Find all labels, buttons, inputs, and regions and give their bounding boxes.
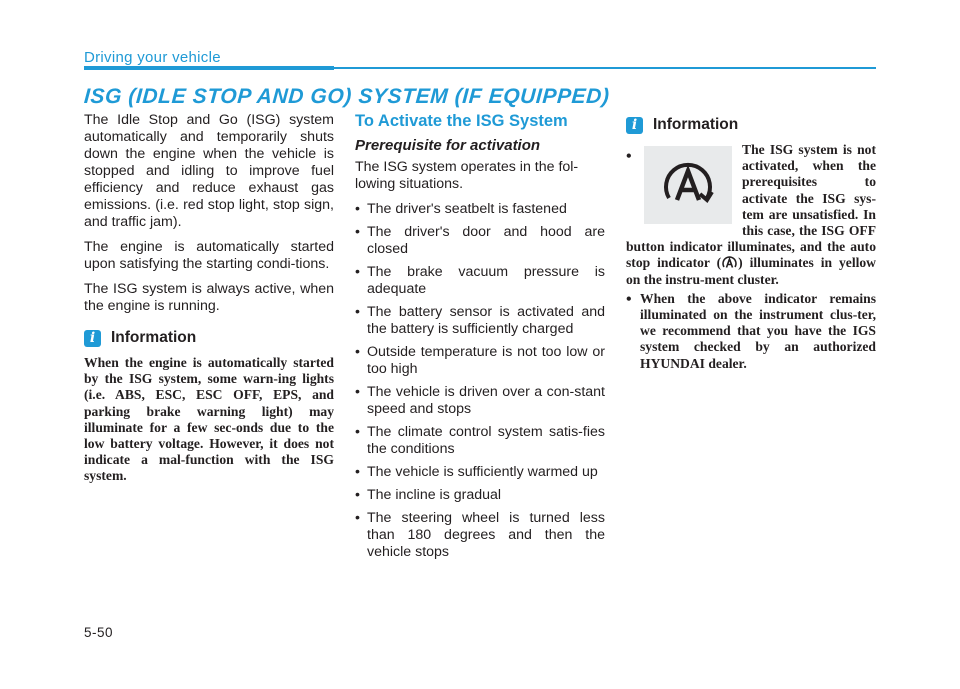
active-paragraph: The ISG system is always active, when the engine is running. — [84, 281, 334, 314]
list-item: • The steering wheel is turned less than 180 degrees and then the vehicle stops — [355, 510, 605, 561]
list-item: • Outside temperature is not too low or too high — [355, 344, 605, 378]
start-paragraph: The engine is automatically started upon satisfying the starting condi-tions. — [84, 239, 334, 272]
list-item: • The climate control system satis-fies the conditions — [355, 424, 605, 458]
list-item: • The vehicle is driven over a con-stant speed and stops — [355, 384, 605, 418]
list-item: • The driver's door and hood are closed — [355, 224, 605, 258]
conditions-intro: The ISG system operates in the fol-lowing situations. — [355, 159, 579, 192]
note-1-text: The ISG system is not activated, when the prerequisites to activate the ISG sys-tem are unsatisfied. In this case, the ISG OFF button indicator illuminates, and the auto stop indicator ( ) illuminates in yellow on the instru-ment cluster. — [626, 142, 876, 287]
list-item: • The brake vacuum pressure is adequate — [355, 264, 605, 298]
list-item: • The incline is gradual — [355, 487, 605, 504]
information-icon: i — [84, 330, 101, 347]
column-1 — [84, 112, 334, 485]
list-item: • The driver's seatbelt is fastened — [355, 201, 605, 218]
info-header — [626, 116, 876, 134]
header-rule-thin — [334, 67, 876, 69]
page-number: 5-50 — [84, 625, 114, 640]
auto-stop-indicator-image — [644, 146, 732, 224]
conditions-list — [355, 201, 605, 561]
page-title: ISG (IDLE STOP AND GO) SYSTEM (IF EQUIPPED) — [83, 85, 611, 108]
column-3 — [626, 112, 876, 372]
auto-stop-icon — [657, 154, 719, 216]
info-label: Information — [111, 329, 197, 346]
prerequisite-subheading: Prerequisite for activation — [355, 137, 541, 154]
auto-stop-inline-icon — [721, 255, 738, 270]
information-icon: i — [626, 117, 643, 134]
note-1 — [626, 142, 876, 288]
section-title: Driving your vehicle — [84, 49, 221, 66]
list-item: • The battery sensor is activated and the battery is sufficiently charged — [355, 304, 605, 338]
note-2 — [626, 291, 876, 372]
column-2 — [355, 112, 605, 567]
header-rule-thick — [84, 66, 334, 70]
intro-paragraph: The Idle Stop and Go (ISG) system automatically and temporarily shuts down the engine when the vehicle is stopped and idling to improve fuel efficiency and reduce exhaust gas emissions. (i.e. red stop light, stop sign, and traffic jam). — [84, 112, 334, 230]
info-label: Information — [653, 116, 739, 133]
note-2-text: When the above indicator remains illuminated on the instrument clus-ter, we recommend that you have the IGS system checked by an authorized HYUNDAI dealer. — [640, 290, 876, 371]
list-item: • The vehicle is sufficiently warmed up — [355, 464, 605, 481]
activate-heading: To Activate the ISG System — [355, 112, 568, 130]
note-bullet: • — [626, 148, 632, 165]
info-text: When the engine is automatically started by the ISG system, some warn-ing lights (i.e. ABS, ESC, ESC OFF, EPS, and parking brake warning light) may illuminate for a few sec-onds due to the low battery voltage. However, it does not indicate a mal-function with the ISG system. — [84, 355, 334, 484]
note-bullet: • — [626, 290, 632, 308]
info-header — [84, 329, 334, 347]
